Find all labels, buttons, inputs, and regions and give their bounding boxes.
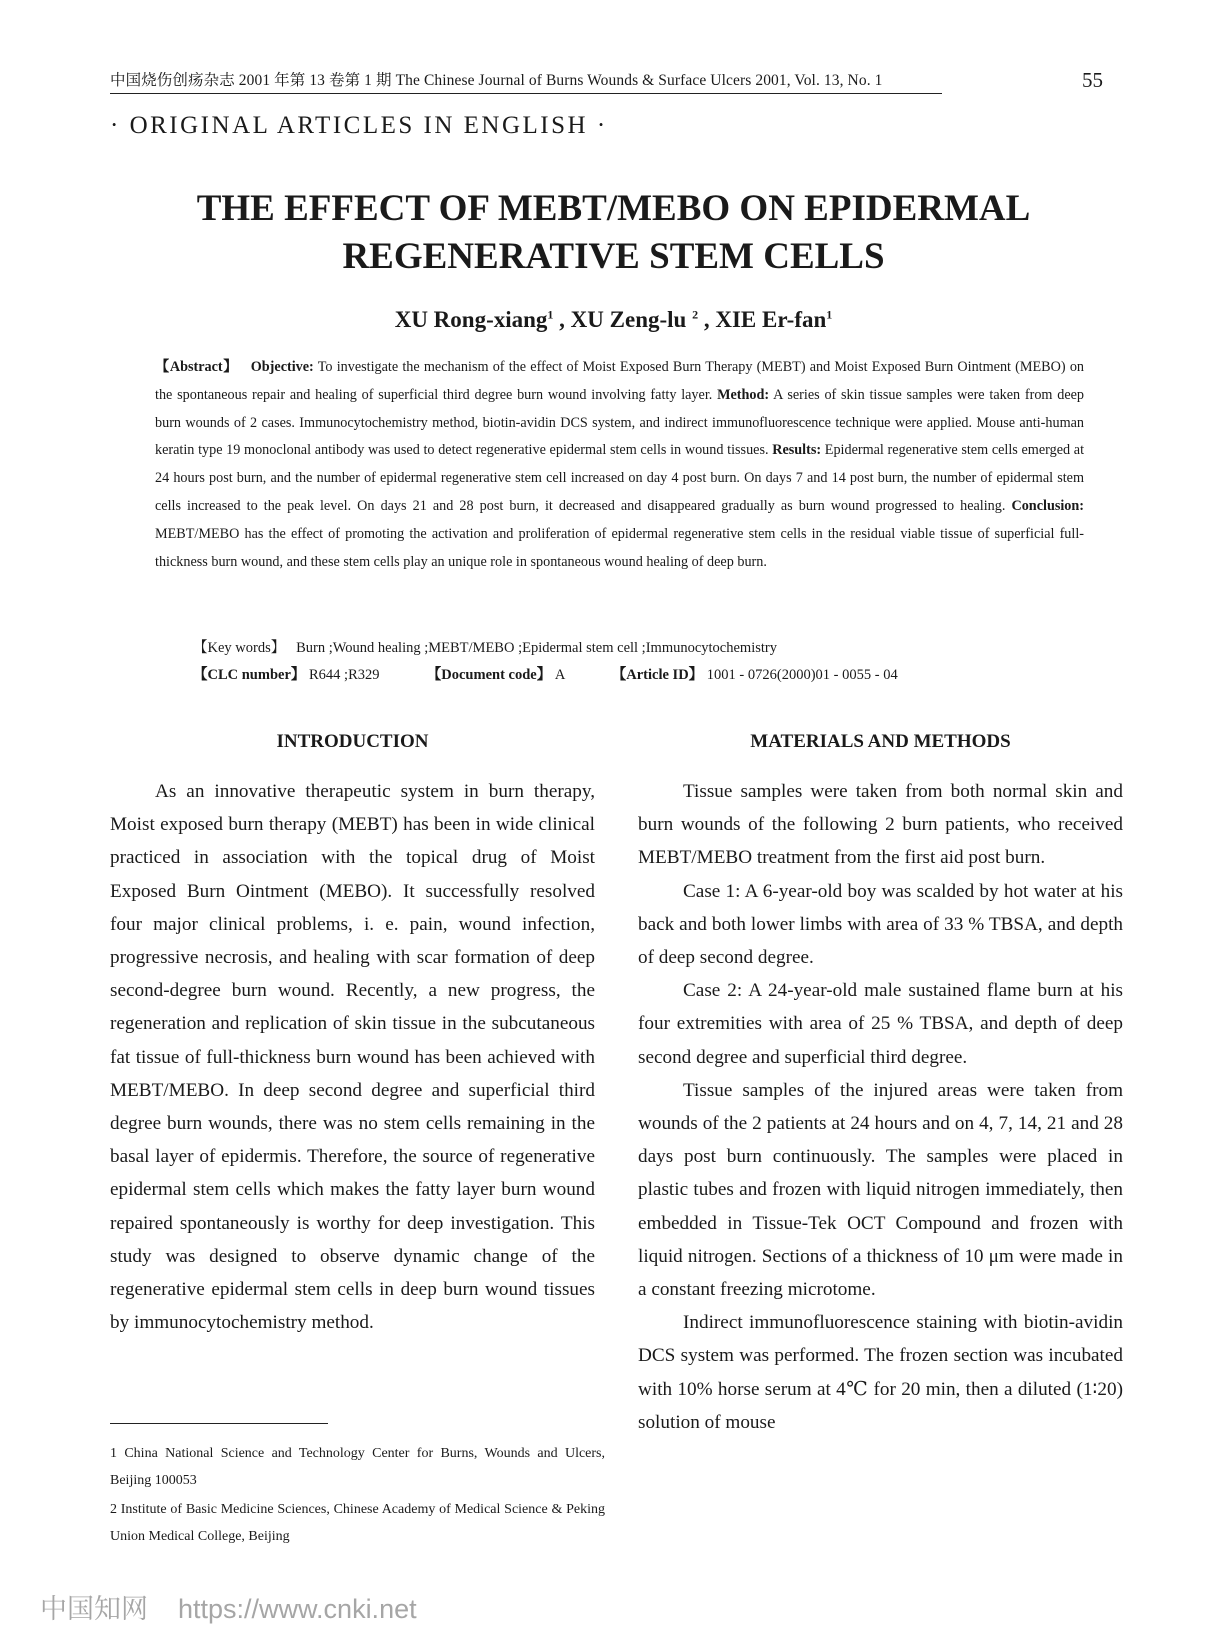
method-label: Method: xyxy=(717,386,770,403)
classification-line xyxy=(193,663,898,684)
title-line-1: THE EFFECT OF MEBT/MEBO ON EPIDERMAL xyxy=(196,188,1031,229)
document-code-value: A xyxy=(554,667,565,683)
results-text: Epidermal regenerative stem cells emerged at 24 hours post burn, and the number of epidermal regenerative stem cell increased on day 4 post burn. On days 7 and 14 post burn, the number of epidermal stem cells increased to the peak level. On days 21 and 28 post burn, it decreased and disappeared gradually as burn wound progressed to healing. xyxy=(155,442,1085,514)
watermark-url: https://www.cnki.net xyxy=(178,1594,417,1624)
watermark-brand: 中国知网 xyxy=(40,1594,148,1624)
abstract xyxy=(155,354,1084,576)
author-affiliation-mark: 1 xyxy=(826,307,833,322)
author-name: XU Rong-xiang xyxy=(394,307,548,332)
body-paragraph: Tissue samples of the injured areas were taken from wounds of the 2 patients at 24 hours and on 4, 7, 14, 21 and 28 days post burn continuously. The samples were placed in plastic tubes and frozen with liquid nitrogen immediately, then embedded in Tissue-Tek OCT Compound and frozen with liquid nitrogen. Sections of a thickness of 10 μm were made in a constant freezing microtome. xyxy=(638,1079,1123,1301)
author-list xyxy=(0,307,1227,333)
author-affiliation-mark: 2 xyxy=(692,307,699,322)
keywords-value: Burn ;Wound healing ;MEBT/MEBO ;Epidermal stem cell ;Immunocytochemistry xyxy=(296,640,777,656)
article-title xyxy=(0,185,1227,281)
body-paragraph: Tissue samples were taken from both normal skin and burn wounds of the following 2 burn patients, who received MEBT/MEBO treatment from the first aid post burn. xyxy=(638,781,1123,869)
author-name: XIE Er-fan xyxy=(715,307,827,332)
author-affiliation-mark: 1 xyxy=(547,307,554,322)
footnotes xyxy=(110,1440,605,1552)
body-paragraph: Case 1: A 6-year-old boy was scalded by hot water at his back and both lower limbs with area of 33 % TBSA, and depth of deep second degree. xyxy=(638,880,1123,969)
results-label: Results: xyxy=(772,442,822,459)
clc-value: R644 ;R329 xyxy=(309,667,380,683)
objective-text: To investigate the mechanism of the effect of Moist Exposed Burn Therapy (MEBT) and Moist Exposed Burn Ointment (MEBO) on the spontaneous repair and healing of superficial third degree burn wound involving fatty layer. xyxy=(155,359,1085,403)
article-id-value: 1001 - 0726(2000)01 - 0055 - 04 xyxy=(706,667,898,683)
body-paragraph: Case 2: A 24-year-old male sustained flame burn at his four extremities with area of 25 % TBSA, and depth of deep second degree and superficial third degree. xyxy=(638,980,1123,1068)
author-name: XU Zeng-lu xyxy=(570,307,693,332)
author-separator: , xyxy=(553,307,565,332)
document-code-label: 【Document code】 xyxy=(426,667,552,683)
conclusion-text: MEBT/MEBO has the effect of promoting the activation and proliferation of epidermal regenerative stem cells in the residual viable tissue of superficial full-thickness burn wound, and these stem cells play an unique role in spontaneous wound healing of deep burn. xyxy=(155,525,1084,570)
materials-methods-heading: MATERIALS AND METHODS xyxy=(750,731,1011,752)
title-line-2: REGENERATIVE STEM CELLS xyxy=(342,236,885,277)
clc-label: 【CLC number】 xyxy=(193,667,306,683)
method-text: A series of skin tissue samples were taken from deep burn wounds of 2 cases. Immunocytochemistry method, biotin-avidin DCS system, and indirect immunofluorescence technique were applied. Mouse anti-human keratin type 19 monoclonal antibody was used to detect regenerative epidermal stem cells in wound tissues. xyxy=(155,386,1085,459)
keywords-label: 【Key words】 xyxy=(193,640,286,656)
body-paragraph: Indirect immunofluorescence staining with biotin-avidin DCS system was performed. The frozen section was incubated with 10% horse serum at 4℃ for 20 min, then a diluted (1∶20) solution of mouse xyxy=(638,1312,1123,1433)
materials-methods-column xyxy=(638,775,1123,1439)
abstract-label: 【Abstract】 xyxy=(155,359,239,375)
footnote-divider xyxy=(110,1423,328,1424)
body-paragraph: As an innovative therapeutic system in burn therapy, Moist exposed burn therapy (MEBT) has been in wide clinical practiced in association with the topical drug of Moist Exposed Burn Ointment (MEBO). It successfully resolved four major clinical problems, i. e. pain, wound infection, progressive necrosis, and healing with scar formation of deep second-degree burn wound. Recently, a new progress, the regeneration and replication of skin tissue in the subcutaneous fat tissue of full-thickness burn wound has been achieved with MEBT/MEBO. In deep second degree and superficial third degree burn wounds, there was no stem cells remaining in the basal layer of epidermis. Therefore, the source of regenerative epidermal stem cells which makes the fatty layer burn wound repaired spontaneously is worthy for deep investigation. This study was designed to observe dynamic change of the regenerative epidermal stem cells in deep burn wound tissues by immunocytochemistry method. xyxy=(110,781,595,1334)
author-separator: , xyxy=(698,307,710,332)
page-number: 55 xyxy=(1082,68,1103,92)
introduction-heading: INTRODUCTION xyxy=(276,731,429,752)
running-header: 中国烧伤创疡杂志 2001 年第 13 卷第 1 期 The Chinese Journal of Burns Wounds & Surface Ulcers 2001, Vol. 13, No. 1 xyxy=(110,68,942,94)
footnote: 1 China National Science and Technology Center for Burns, Wounds and Ulcers, Beijing 100053 xyxy=(110,1446,605,1488)
footnote: 2 Institute of Basic Medicine Sciences, Chinese Academy of Medical Science & Peking Union Medical College, Beijing xyxy=(110,1502,605,1544)
objective-label: Objective: xyxy=(250,359,314,375)
section-type-label: · ORIGINAL ARTICLES IN ENGLISH · xyxy=(110,112,608,139)
cnki-watermark xyxy=(40,1587,417,1626)
article-id-label: 【Article ID】 xyxy=(611,667,704,683)
introduction-column xyxy=(110,775,595,1339)
keywords-line xyxy=(193,636,777,657)
conclusion-label: Conclusion: xyxy=(1011,497,1084,514)
